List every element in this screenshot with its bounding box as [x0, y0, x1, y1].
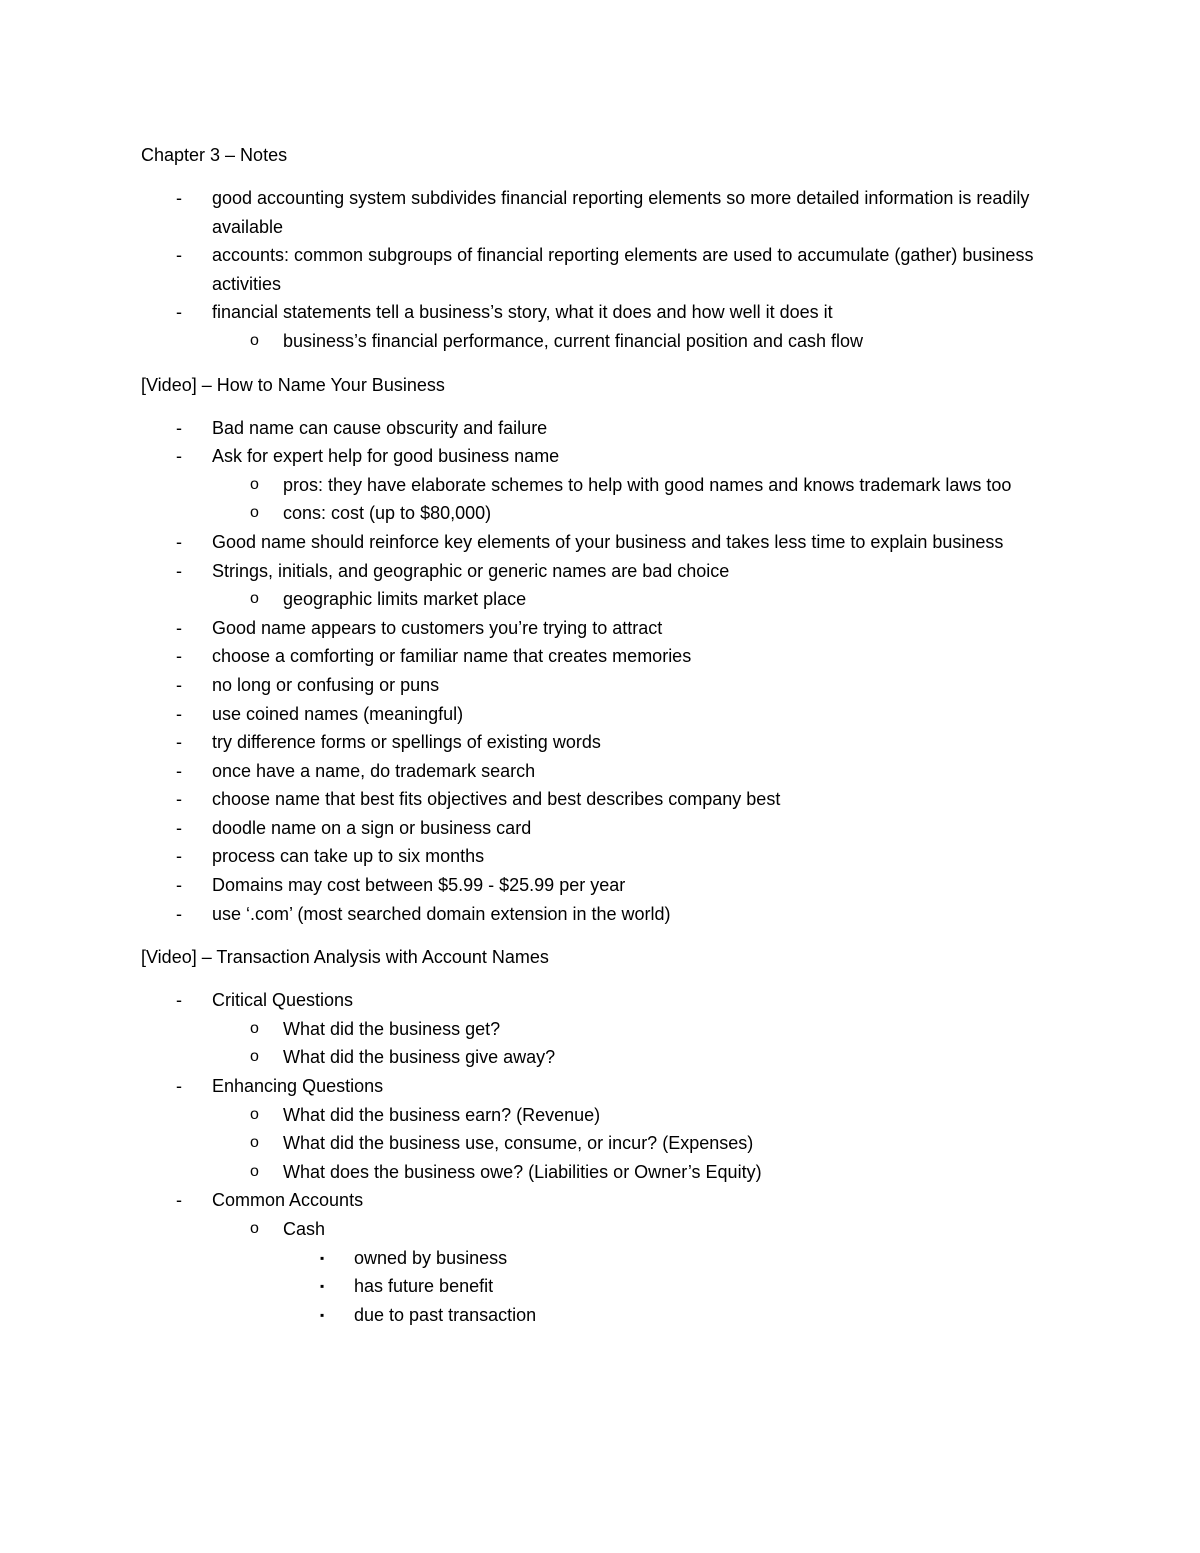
list-item-text: process can take up to six months — [212, 846, 485, 867]
bullet-marker: - — [176, 446, 182, 467]
list-item-text: Domains may cost between $5.99 - $25.99 per year — [212, 875, 626, 896]
list-item — [141, 528, 1071, 557]
list-item — [212, 327, 1071, 356]
bullet-marker: - — [176, 1190, 182, 1211]
bullet-marker: - — [176, 789, 182, 810]
list-item-text: choose a comforting or familiar name that creates memories — [212, 646, 692, 667]
section-heading: Chapter 3 – Notes — [141, 145, 288, 165]
list-item — [141, 442, 1071, 528]
bullet-marker: - — [176, 875, 182, 896]
list-item — [141, 184, 1071, 241]
bullet-marker: o — [250, 1162, 259, 1180]
bullet-marker: o — [250, 331, 259, 349]
bullet-list-level-2 — [212, 1215, 1071, 1329]
bullet-marker: - — [176, 990, 182, 1011]
list-item-text: owned by business — [354, 1247, 508, 1268]
list-item-text: use coined names (meaningful) — [212, 703, 464, 724]
section-heading: [Video] – Transaction Analysis with Account Names — [141, 947, 549, 968]
bullet-marker: ▪ — [320, 1307, 325, 1322]
list-item-text: cons: cost (up to $80,000) — [283, 503, 492, 524]
list-item-text: doodle name on a sign or business card — [212, 817, 532, 838]
list-item — [141, 1072, 1071, 1186]
bullet-marker: - — [176, 1076, 182, 1097]
list-item-text: accounts: common subgroups of financial reporting elements are used to accumulate (gather) business activities — [212, 245, 1034, 294]
bullet-marker: - — [176, 674, 182, 695]
bullet-marker: o — [250, 1134, 259, 1152]
list-item — [141, 700, 1071, 729]
bullet-marker: - — [176, 417, 182, 438]
list-item — [141, 414, 1071, 443]
list-item — [141, 642, 1071, 671]
list-item-text: no long or confusing or puns — [212, 674, 440, 695]
bullet-marker: - — [176, 846, 182, 867]
list-item-text: What did the business get? — [283, 1018, 501, 1039]
list-item-text: has future benefit — [354, 1276, 494, 1297]
list-item — [141, 728, 1071, 757]
notes-content — [141, 140, 1071, 1343]
list-item — [141, 671, 1071, 700]
list-item — [141, 986, 1071, 1072]
list-item — [212, 1015, 1071, 1044]
list-item-text: Good name appears to customers you’re trying to attract — [212, 617, 663, 638]
bullet-marker: - — [176, 531, 182, 552]
list-item-text: Critical Questions — [212, 990, 354, 1011]
list-item-text: pros: they have elaborate schemes to help with good names and knows trademark laws too — [283, 474, 1012, 495]
list-item — [141, 241, 1071, 298]
bullet-list-level-2 — [212, 327, 1071, 356]
list-item — [212, 1215, 1071, 1329]
list-item-text: Cash — [283, 1219, 326, 1239]
list-item — [212, 1043, 1071, 1072]
list-item — [212, 1129, 1071, 1158]
list-item — [141, 900, 1071, 929]
bullet-marker: - — [176, 732, 182, 753]
list-item-text: Bad name can cause obscurity and failure — [212, 417, 548, 438]
list-item — [141, 298, 1071, 355]
list-item — [283, 1272, 1071, 1301]
list-item-text: once have a name, do trademark search — [212, 760, 536, 781]
bullet-marker: o — [250, 475, 259, 493]
bullet-list-level-2 — [212, 585, 1071, 614]
list-item — [212, 1101, 1071, 1130]
bullet-marker: - — [176, 903, 182, 924]
section-heading: [Video] – How to Name Your Business — [141, 374, 445, 395]
list-item — [212, 499, 1071, 528]
list-item — [141, 1186, 1071, 1329]
list-item — [283, 1301, 1071, 1330]
bullet-marker: - — [176, 760, 182, 781]
list-item-text: try difference forms or spellings of existing words — [212, 732, 601, 753]
bullet-marker: o — [250, 1048, 259, 1066]
bullet-marker: o — [250, 590, 259, 608]
list-item-text: Good name should reinforce key elements of your business and takes less time to explain business — [212, 531, 1004, 552]
bullet-list-level-2 — [212, 1015, 1071, 1072]
list-item — [283, 1244, 1071, 1273]
list-item — [141, 757, 1071, 786]
list-item — [141, 842, 1071, 871]
bullet-list-level-2 — [212, 471, 1071, 528]
list-item — [141, 814, 1071, 843]
bullet-marker: - — [176, 703, 182, 724]
bullet-list-level-1 — [141, 184, 1071, 356]
list-item-text: choose name that best fits objectives and best describes company best — [212, 789, 781, 810]
list-item-text: geographic limits market place — [283, 589, 527, 610]
bullet-marker: - — [176, 302, 182, 323]
bullet-list-level-3 — [283, 1244, 1071, 1330]
list-item — [141, 871, 1071, 900]
list-item-text: Ask for expert help for good business name — [212, 446, 560, 467]
list-item-text: What does the business owe? (Liabilities or Owner’s Equity) — [283, 1161, 762, 1182]
list-item-text: due to past transaction — [354, 1304, 537, 1325]
list-item-text: use ‘.com’ (most searched domain extension in the world) — [212, 903, 671, 924]
bullet-marker: o — [250, 1019, 259, 1037]
list-item-text: What did the business give away? — [283, 1047, 556, 1068]
bullet-marker: - — [176, 245, 182, 266]
bullet-marker: o — [250, 1105, 259, 1123]
list-item-text: What did the business earn? (Revenue) — [283, 1104, 601, 1125]
bullet-marker: ▪ — [320, 1250, 325, 1265]
list-item — [141, 785, 1071, 814]
bullet-marker: - — [176, 617, 182, 638]
bullet-marker: - — [176, 817, 182, 838]
bullet-list-level-2 — [212, 1101, 1071, 1187]
list-item-text: Enhancing Questions — [212, 1076, 384, 1097]
list-item-text: Common Accounts — [212, 1190, 364, 1211]
bullet-marker: o — [250, 1220, 259, 1237]
bullet-list-level-1 — [141, 986, 1071, 1329]
bullet-list-level-1 — [141, 414, 1071, 929]
list-item — [141, 557, 1071, 614]
bullet-marker: - — [176, 560, 182, 581]
bullet-marker: o — [250, 504, 259, 522]
list-item-text: financial statements tell a business’s story, what it does and how well it does it — [212, 302, 833, 323]
list-item — [212, 471, 1071, 500]
list-item-text: good accounting system subdivides financial reporting elements so more detailed information is readily available — [212, 188, 1030, 237]
list-item-text: Strings, initials, and geographic or generic names are bad choice — [212, 560, 730, 581]
list-item — [212, 1158, 1071, 1187]
bullet-marker: ▪ — [320, 1279, 325, 1294]
list-item — [212, 585, 1071, 614]
bullet-marker: - — [176, 188, 182, 208]
bullet-marker: - — [176, 646, 182, 667]
list-item-text: business’s financial performance, current financial position and cash flow — [283, 330, 863, 351]
list-item-text: What did the business use, consume, or incur? (Expenses) — [283, 1133, 754, 1154]
list-item — [141, 614, 1071, 643]
